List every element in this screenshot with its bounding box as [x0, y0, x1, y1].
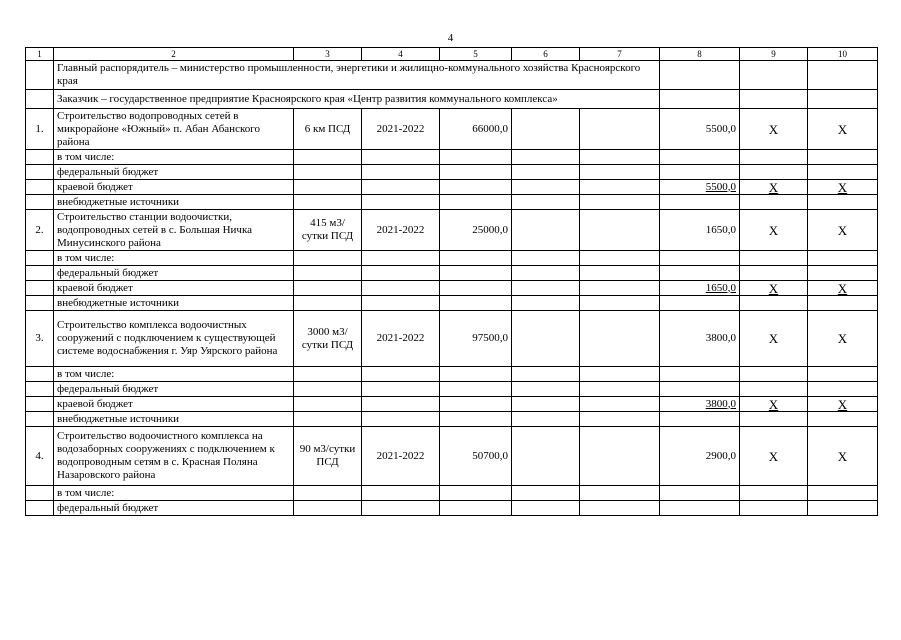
funding-row	[26, 251, 878, 266]
funding-col8	[660, 486, 740, 501]
empty-cell	[440, 501, 512, 516]
funding-row	[26, 382, 878, 397]
empty-cell	[362, 150, 440, 165]
funding-col9	[740, 501, 808, 516]
empty-cell	[440, 281, 512, 296]
empty-cell	[512, 165, 580, 180]
empty-cell	[580, 180, 660, 195]
empty-cell	[362, 397, 440, 412]
project-period: 2021-2022	[362, 311, 440, 367]
project-number: 2.	[26, 210, 54, 251]
funding-col9	[740, 195, 808, 210]
funding-col10	[808, 486, 878, 501]
project-name: Строительство водопроводных сетей в микрорайоне «Южный» п. Абан Абанского района	[54, 109, 294, 150]
empty-cell	[580, 296, 660, 311]
empty-cell	[512, 486, 580, 501]
funding-label: в том числе:	[54, 486, 294, 501]
funding-label: краевой бюджет	[54, 397, 294, 412]
funding-col8	[660, 251, 740, 266]
empty-cell	[440, 150, 512, 165]
funding-col9	[740, 296, 808, 311]
empty-cell	[362, 501, 440, 516]
funding-col10	[808, 150, 878, 165]
column-header: 5	[440, 48, 512, 61]
column-header: 1	[26, 48, 54, 61]
funding-row	[26, 412, 878, 427]
project-row	[26, 311, 878, 367]
project-cost: 50700,0	[440, 427, 512, 486]
empty-cell	[362, 251, 440, 266]
empty-cell	[26, 412, 54, 427]
empty-cell	[362, 180, 440, 195]
empty-cell	[580, 501, 660, 516]
funding-col8	[660, 412, 740, 427]
funding-col8	[660, 195, 740, 210]
funding-col9	[740, 266, 808, 281]
project-capacity: 90 м3/сутки ПСД	[294, 427, 362, 486]
funding-col9: Х	[740, 281, 808, 296]
project-cost: 97500,0	[440, 311, 512, 367]
empty-cell	[440, 412, 512, 427]
funding-col8: 1650,0	[660, 281, 740, 296]
column-number-row	[26, 48, 878, 61]
funding-col8: 3800,0	[660, 397, 740, 412]
project-col7	[580, 311, 660, 367]
project-number: 4.	[26, 427, 54, 486]
column-header: 4	[362, 48, 440, 61]
empty-cell	[440, 397, 512, 412]
empty-cell	[580, 165, 660, 180]
empty-cell	[362, 412, 440, 427]
funding-col10	[808, 501, 878, 516]
org-customer-text: Заказчик – государственное предприятие Красноярского края «Центр развития коммунального комплекса»	[54, 90, 660, 109]
funding-label: внебюджетные источники	[54, 412, 294, 427]
empty-cell	[512, 266, 580, 281]
project-name: Строительство водоочистного комплекса на водозаборных сооружениях с подключением к водопроводным сетям в с. Красная Поляна Назаровского района	[54, 427, 294, 486]
project-col10: Х	[808, 311, 878, 367]
project-period: 2021-2022	[362, 109, 440, 150]
project-col6	[512, 109, 580, 150]
empty-cell	[26, 165, 54, 180]
project-col8: 1650,0	[660, 210, 740, 251]
empty-cell	[580, 397, 660, 412]
empty-cell	[440, 486, 512, 501]
funding-label: внебюджетные источники	[54, 296, 294, 311]
funding-col9: Х	[740, 397, 808, 412]
empty-cell	[512, 412, 580, 427]
empty-cell	[512, 397, 580, 412]
funding-col10: Х	[808, 397, 878, 412]
funding-col10	[808, 367, 878, 382]
funding-label: федеральный бюджет	[54, 165, 294, 180]
project-cost: 66000,0	[440, 109, 512, 150]
funding-row	[26, 195, 878, 210]
empty-cell	[440, 180, 512, 195]
project-row	[26, 210, 878, 251]
empty-cell	[26, 296, 54, 311]
funding-col8	[660, 501, 740, 516]
empty-cell	[26, 251, 54, 266]
funding-row	[26, 397, 878, 412]
empty-cell	[512, 150, 580, 165]
funding-row	[26, 266, 878, 281]
project-capacity: 6 км ПСД	[294, 109, 362, 150]
empty-cell	[26, 367, 54, 382]
column-header: 8	[660, 48, 740, 61]
empty-cell	[26, 397, 54, 412]
empty-cell	[580, 195, 660, 210]
funding-col10: Х	[808, 281, 878, 296]
project-col7	[580, 427, 660, 486]
empty-cell	[512, 180, 580, 195]
project-number: 1.	[26, 109, 54, 150]
org-row-customer	[26, 90, 878, 109]
funding-row	[26, 296, 878, 311]
empty-cell	[512, 296, 580, 311]
funding-col8: 5500,0	[660, 180, 740, 195]
table-body	[26, 48, 878, 516]
project-col10: Х	[808, 109, 878, 150]
funding-label: в том числе:	[54, 251, 294, 266]
project-col10: Х	[808, 427, 878, 486]
project-col8: 5500,0	[660, 109, 740, 150]
funding-col8	[660, 266, 740, 281]
funding-col9	[740, 486, 808, 501]
empty-cell	[440, 296, 512, 311]
funding-col9	[740, 150, 808, 165]
funding-col10	[808, 296, 878, 311]
empty-cell	[580, 412, 660, 427]
column-header: 9	[740, 48, 808, 61]
funding-row	[26, 281, 878, 296]
project-capacity: 3000 м3/сутки ПСД	[294, 311, 362, 367]
empty-cell	[440, 382, 512, 397]
funding-label: федеральный бюджет	[54, 266, 294, 281]
empty-cell	[440, 266, 512, 281]
funding-col9	[740, 165, 808, 180]
funding-col8	[660, 165, 740, 180]
project-capacity: 415 м3/сутки ПСД	[294, 210, 362, 251]
empty-cell	[294, 266, 362, 281]
empty-cell	[294, 150, 362, 165]
project-cost: 25000,0	[440, 210, 512, 251]
column-header: 2	[54, 48, 294, 61]
empty-cell	[26, 501, 54, 516]
funding-col8	[660, 367, 740, 382]
funding-row	[26, 486, 878, 501]
empty-cell	[512, 501, 580, 516]
empty-cell	[294, 165, 362, 180]
column-header: 10	[808, 48, 878, 61]
empty-cell	[512, 281, 580, 296]
empty-cell	[440, 251, 512, 266]
project-number: 3.	[26, 311, 54, 367]
empty-cell	[294, 251, 362, 266]
project-col9: Х	[740, 311, 808, 367]
project-col9: Х	[740, 210, 808, 251]
empty-cell	[580, 281, 660, 296]
org-distributor-text: Главный распорядитель – министерство промышленности, энергетики и жилищно-коммунального хозяйства Красноярского края	[54, 61, 660, 90]
org-row-distributor	[26, 61, 878, 90]
funding-row	[26, 165, 878, 180]
empty-cell	[294, 281, 362, 296]
column-header: 3	[294, 48, 362, 61]
empty-cell	[512, 195, 580, 210]
project-row	[26, 427, 878, 486]
funding-col10	[808, 251, 878, 266]
funding-label: краевой бюджет	[54, 281, 294, 296]
funding-col8	[660, 150, 740, 165]
funding-label: в том числе:	[54, 150, 294, 165]
funding-col9	[740, 382, 808, 397]
project-col8: 2900,0	[660, 427, 740, 486]
project-row	[26, 109, 878, 150]
project-period: 2021-2022	[362, 427, 440, 486]
empty-cell	[26, 195, 54, 210]
empty-cell	[294, 412, 362, 427]
project-col6	[512, 210, 580, 251]
empty-cell	[580, 382, 660, 397]
empty-cell	[294, 367, 362, 382]
project-col7	[580, 109, 660, 150]
funding-col10	[808, 165, 878, 180]
empty-cell	[26, 150, 54, 165]
empty-cell	[26, 281, 54, 296]
empty-cell	[362, 165, 440, 180]
empty-cell	[440, 195, 512, 210]
funding-label: краевой бюджет	[54, 180, 294, 195]
empty-cell	[580, 367, 660, 382]
empty-cell	[362, 195, 440, 210]
project-name: Строительство станции водоочистки, водопроводных сетей в с. Большая Ничка Минусинского района	[54, 210, 294, 251]
funding-col8	[660, 382, 740, 397]
funding-col10	[808, 195, 878, 210]
funding-row	[26, 367, 878, 382]
empty-cell	[362, 382, 440, 397]
empty-cell	[580, 150, 660, 165]
empty-cell	[294, 195, 362, 210]
funding-col8	[660, 296, 740, 311]
empty-cell	[26, 180, 54, 195]
funding-col9	[740, 412, 808, 427]
empty-cell	[294, 382, 362, 397]
empty-cell	[294, 180, 362, 195]
empty-cell	[294, 296, 362, 311]
funding-row	[26, 501, 878, 516]
column-header: 7	[580, 48, 660, 61]
funding-label: федеральный бюджет	[54, 382, 294, 397]
funding-col9	[740, 251, 808, 266]
empty-cell	[362, 486, 440, 501]
funding-col10	[808, 412, 878, 427]
empty-cell	[580, 486, 660, 501]
project-period: 2021-2022	[362, 210, 440, 251]
empty-cell	[580, 251, 660, 266]
project-col6	[512, 427, 580, 486]
project-col8: 3800,0	[660, 311, 740, 367]
empty-cell	[362, 281, 440, 296]
project-col9: Х	[740, 109, 808, 150]
empty-cell	[440, 165, 512, 180]
funding-col9: Х	[740, 180, 808, 195]
empty-cell	[294, 501, 362, 516]
empty-cell	[294, 397, 362, 412]
empty-cell	[512, 251, 580, 266]
column-header: 6	[512, 48, 580, 61]
empty-cell	[440, 367, 512, 382]
funding-label: внебюджетные источники	[54, 195, 294, 210]
project-col7	[580, 210, 660, 251]
empty-cell	[512, 367, 580, 382]
empty-cell	[362, 266, 440, 281]
funding-col10	[808, 382, 878, 397]
empty-cell	[294, 486, 362, 501]
funding-label: федеральный бюджет	[54, 501, 294, 516]
empty-cell	[26, 266, 54, 281]
funding-col9	[740, 367, 808, 382]
page-number: 4	[447, 32, 454, 44]
project-name: Строительство комплекса водоочистных сооружений с подключением к существующей системе водоснабжения г. Уяр Уярского района	[54, 311, 294, 367]
project-col6	[512, 311, 580, 367]
project-col10: Х	[808, 210, 878, 251]
empty-cell	[580, 266, 660, 281]
funding-row	[26, 180, 878, 195]
empty-cell	[26, 486, 54, 501]
empty-cell	[362, 367, 440, 382]
empty-cell	[512, 382, 580, 397]
funding-label: в том числе:	[54, 367, 294, 382]
empty-cell	[362, 296, 440, 311]
project-col9: Х	[740, 427, 808, 486]
funding-col10	[808, 266, 878, 281]
funding-row	[26, 150, 878, 165]
projects-table	[25, 47, 878, 516]
empty-cell	[26, 382, 54, 397]
funding-col10: Х	[808, 180, 878, 195]
